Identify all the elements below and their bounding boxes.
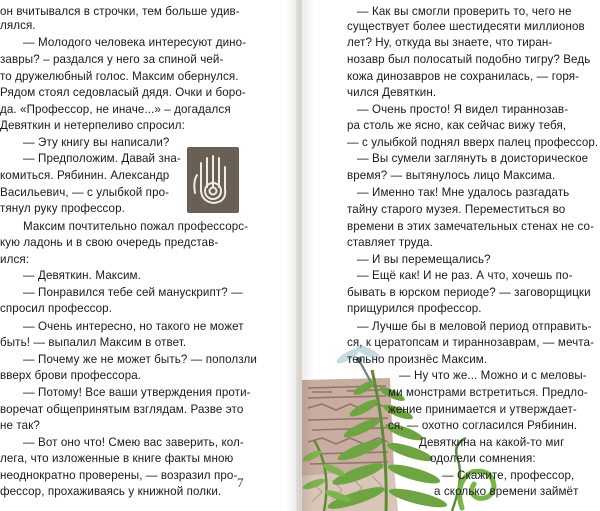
- text-line: завры? – раздался у него за спиной чей-: [0, 53, 224, 66]
- text-line: — Потому! Все ваши утверждения проти-: [23, 386, 251, 399]
- text-line: жение принимается и утверждает-: [388, 403, 577, 416]
- text-line: бывать в юрском периоде? — заговорщицки: [347, 286, 591, 299]
- text-line: лет? Ну, откуда вы знаете, что тиран-: [347, 36, 553, 49]
- text-line: ставляет труда.: [347, 236, 433, 249]
- text-line: фессор, прохаживаясь у книжной полки.: [0, 485, 222, 498]
- text-line: время? — вытянулось лицо Максима.: [347, 169, 556, 182]
- text-line: — Молодого человека интересуют дино-: [23, 36, 247, 49]
- text-line: — Вот оно что! Смею вас заверить, кол-: [23, 436, 244, 449]
- text-line: кую ладонь и в свою очередь представ-: [0, 236, 219, 249]
- text-line: Рядом стоял седовласый дядя. Очки и боро-: [0, 86, 246, 99]
- text-line: он вчитывался в строчки, тем больше удив-: [0, 5, 240, 18]
- text-line: Девяткина на какой-то миг: [419, 436, 565, 449]
- text-line: лялся.: [0, 19, 36, 32]
- text-line: — Очень интересно, но такого не может: [23, 320, 244, 333]
- text-line: — с улыбкой поднял вверх палец профессор.: [347, 136, 599, 149]
- text-line: чился Девяткин.: [347, 86, 437, 99]
- text-line: Девяткин и нетерпеливо спросил:: [0, 119, 185, 132]
- text-line: — Девяткин. Максим.: [23, 269, 141, 282]
- text-line: — Ну что же... Можно и с меловы-: [399, 369, 587, 382]
- text-line: кожа динозавров не сохранилась, — горя-: [347, 70, 580, 83]
- hand-glyph-icon: [187, 147, 239, 213]
- text-line: быть! — выпалил Максим в ответ.: [0, 336, 187, 349]
- right-page: [302, 0, 600, 511]
- text-line: а сколько времени займёт: [434, 485, 579, 498]
- text-line: ся, — охотно согласился Рябинин.: [388, 419, 578, 432]
- text-line: — Вы сумели заглянуть в доисторическое: [357, 152, 589, 165]
- text-line: — Предположим. Давай зна-: [23, 152, 181, 165]
- text-line: комиться. Рябинин. Александр: [0, 169, 170, 182]
- text-line: существует более шестидесяти миллионов: [347, 20, 585, 33]
- left-page: [0, 0, 296, 511]
- text-line: не так?: [0, 419, 40, 432]
- text-line: спросил профессор.: [0, 302, 113, 315]
- text-line: — Скажите, профессор,: [442, 469, 575, 482]
- text-line: прищурился профессор.: [347, 302, 482, 315]
- page-number: 7: [237, 475, 244, 490]
- text-line: — Очень просто! Я видел тираннозав-: [357, 103, 569, 116]
- text-line: ился:: [0, 253, 30, 266]
- text-line: неоднократно проверены, — возразил про-: [0, 469, 238, 482]
- text-line: нозавр был полосатый подобно тигру? Ведь: [347, 53, 591, 66]
- text-line: — Ещё как! И не раз. А что, хочешь по-: [357, 269, 573, 282]
- text-line: воречат общепринятым взглядам. Разве это: [0, 403, 244, 416]
- text-line: — Лучше бы в меловой период отправить-: [357, 320, 592, 333]
- text-line: то дружелюбный голос. Максим обернулся.: [0, 70, 239, 83]
- text-line: тайну старого музея. Переместиться во: [347, 203, 566, 216]
- text-line: — Именно так! Мне удалось разгадать: [357, 186, 570, 199]
- text-line: — Как вы смогли проверить то, чего не: [357, 5, 572, 18]
- text-line: — Понравился тебе сей манускрипт? —: [23, 286, 243, 299]
- text-line: ра столь же ясно, как сейчас вижу тебя,: [347, 119, 567, 132]
- text-line: Васильевич, — с улыбкой про-: [0, 186, 170, 199]
- text-line: тельно произнёс Максим.: [347, 353, 488, 366]
- text-line: ся, к цератопсам и тираннозаврам, — мечта-: [347, 336, 595, 349]
- text-line: да. «Профессор, не иначе...» – догадался: [0, 103, 231, 116]
- text-line: вверх брови профессора.: [0, 369, 142, 382]
- text-line: времени в этих замечательных стенах не со-: [347, 220, 595, 233]
- text-line: одолели сомнения:: [430, 452, 536, 465]
- text-line: Максим почтительно пожал профессорс-: [23, 220, 249, 233]
- text-line: — И вы перемещались?: [357, 253, 491, 266]
- text-line: лега, что изложенные в книге факты мною: [0, 452, 234, 465]
- text-line: — Почему же не может быть? — поползли: [23, 353, 257, 366]
- text-line: ми монстрами встретиться. Предло-: [388, 386, 588, 399]
- hand-glyph-illustration: [187, 147, 239, 213]
- text-line: — Эту книгу вы написали?: [23, 136, 170, 149]
- text-line: тянул руку профессор.: [0, 202, 125, 215]
